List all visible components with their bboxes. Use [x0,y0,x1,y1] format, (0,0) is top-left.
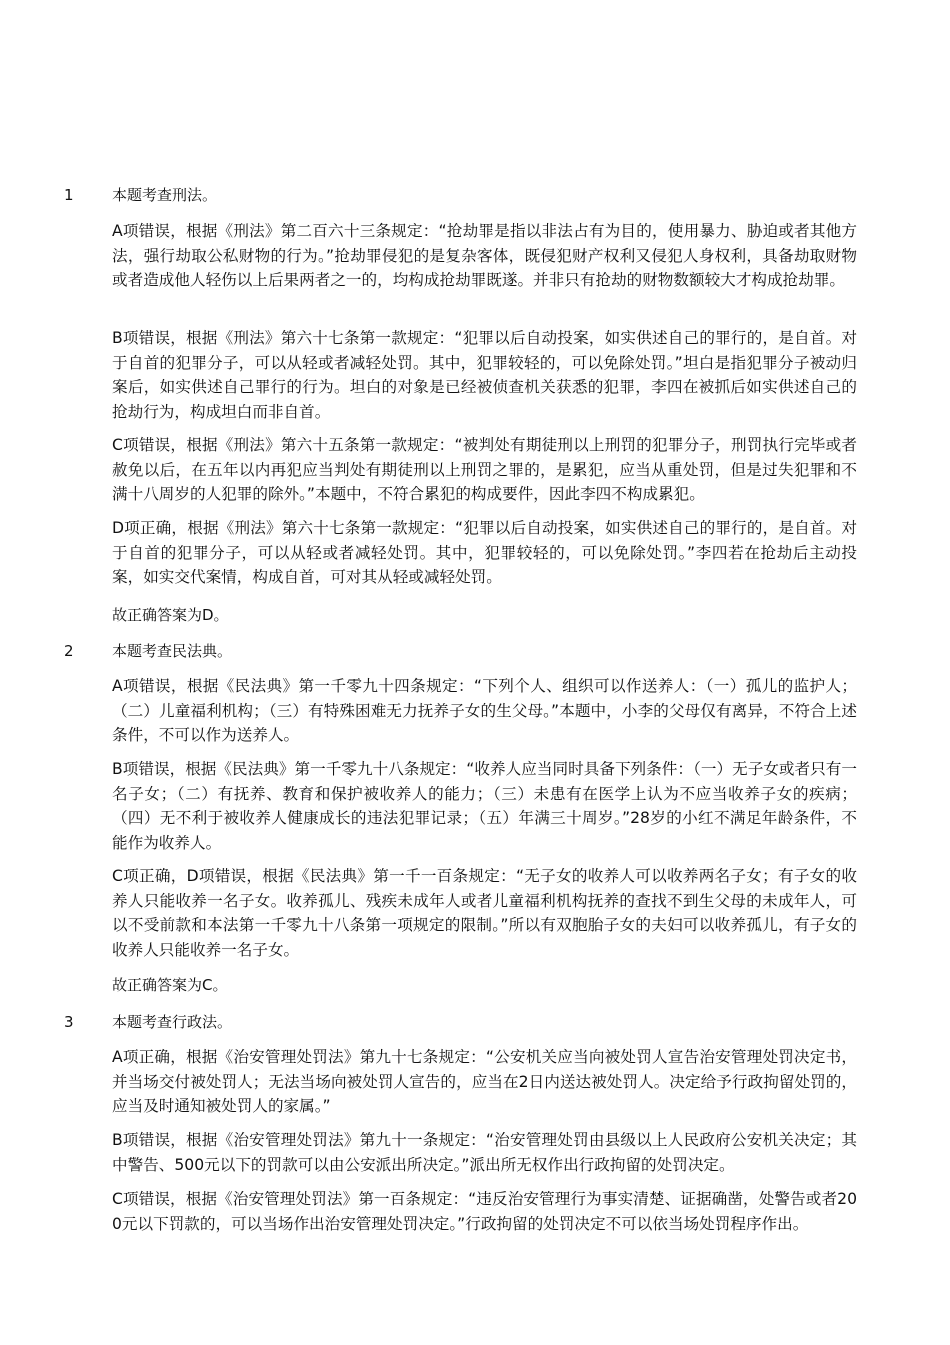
explanation-paragraph: C项正确，D项错误，根据《民法典》第一千一百条规定：“无子女的收养人可以收养两名子女；有子女的收养人只能收养一名子女。收养孤儿、残疾未成年人或者儿童福利机构抚养的查找不到生父母的未成年人，可以不受前款和本法第一千零九十八条第一项规定的限制。”所以有双胞胎子女的夫妇可以收养孤儿，有子女的收养人只能收养一名子女。 [112,867,857,959]
question-title: 本题考查民法典。 [112,642,233,660]
correct-answer: 故正确答案为D。 [112,606,229,624]
question-title: 本题考查行政法。 [112,1013,233,1031]
question-number: 3 [64,1013,74,1031]
question-title: 本题考查刑法。 [112,186,218,204]
question-number: 1 [64,186,74,204]
explanation-paragraph: C项错误，根据《刑法》第六十五条第一款规定：“被判处有期徒刑以上刑罚的犯罪分子，刑罚执行完毕或者赦免以后，在五年以内再犯应当判处有期徒刑以上刑罚之罪的，是累犯，应当从重处罚，但是过失犯罪和不满十八周岁的人犯罪的除外。”本题中，不符合累犯的构成要件，因此李四不构成累犯。 [112,436,857,503]
correct-answer: 故正确答案为C。 [112,976,228,994]
explanation-paragraph: B项错误，根据《刑法》第六十七条第一款规定：“犯罪以后自动投案，如实供述自己的罪行的，是自首。对于自首的犯罪分子，可以从轻或者减轻处罚。其中，犯罪较轻的，可以免除处罚。”坦白是指犯罪分子被动归案后，如实供述自己罪行的行为。坦白的对象是已经被侦查机关获悉的犯罪，李四在被抓后如实供述自己的抢劫行为，构成坦白而非自首。 [112,329,857,421]
explanation-paragraph: D项正确，根据《刑法》第六十七条第一款规定：“犯罪以后自动投案，如实供述自己的罪行的，是自首。对于自首的犯罪分子，可以从轻或者减轻处罚。其中，犯罪较轻的，可以免除处罚。”李四若在抢劫后主动投案，如实交代案情，构成自首，可对其从轻或减轻处罚。 [112,519,857,586]
explanation-paragraph: A项正确，根据《治安管理处罚法》第九十七条规定：“公安机关应当向被处罚人宣告治安管理处罚决定书，并当场交付被处罚人；无法当场向被处罚人宣告的，应当在2日内送达被处罚人。决定给予行政拘留处罚的，应当及时通知被处罚人的家属。” [112,1048,857,1115]
explanation-paragraph: A项错误，根据《民法典》第一千零九十四条规定：“下列个人、组织可以作送养人：（一）孤儿的监护人；（二）儿童福利机构；（三）有特殊困难无力抚养子女的生父母。”本题中，小李的父母仅有离异，不符合上述条件，不可以作为送养人。 [112,677,857,744]
explanation-paragraph: B项错误，根据《治安管理处罚法》第九十一条规定：“治安管理处罚由县级以上人民政府公安机关决定；其中警告、500元以下的罚款可以由公安派出所决定。”派出所无权作出行政拘留的处罚决定。 [112,1131,857,1174]
explanation-paragraph: A项错误，根据《刑法》第二百六十三条规定：“抢劫罪是指以非法占有为目的，使用暴力、胁迫或者其他方法，强行劫取公私财物的行为。”抢劫罪侵犯的是复杂客体，既侵犯财产权利又侵犯人身权利，具备劫取财物或者造成他人轻伤以上后果两者之一的，均构成抢劫罪既遂。并非只有抢劫的财物数额较大才构成抢劫罪。 [112,222,857,289]
explanation-paragraph: C项错误，根据《治安管理处罚法》第一百条规定：“违反治安管理行为事实清楚、证据确凿，处警告或者200元以下罚款的，可以当场作出治安管理处罚决定。”行政拘留的处罚决定不可以依当场处罚程序作出。 [112,1190,857,1233]
question-number: 2 [64,642,74,660]
explanation-paragraph: B项错误，根据《民法典》第一千零九十八条规定：“收养人应当同时具备下列条件：（一）无子女或者只有一名子女；（二）有抚养、教育和保护被收养人的能力；（三）未患有在医学上认为不应当收养子女的疾病；（四）无不利于被收养人健康成长的违法犯罪记录；（五）年满三十周岁。”28岁的小红不满足年龄条件，不能作为收养人。 [112,760,857,852]
